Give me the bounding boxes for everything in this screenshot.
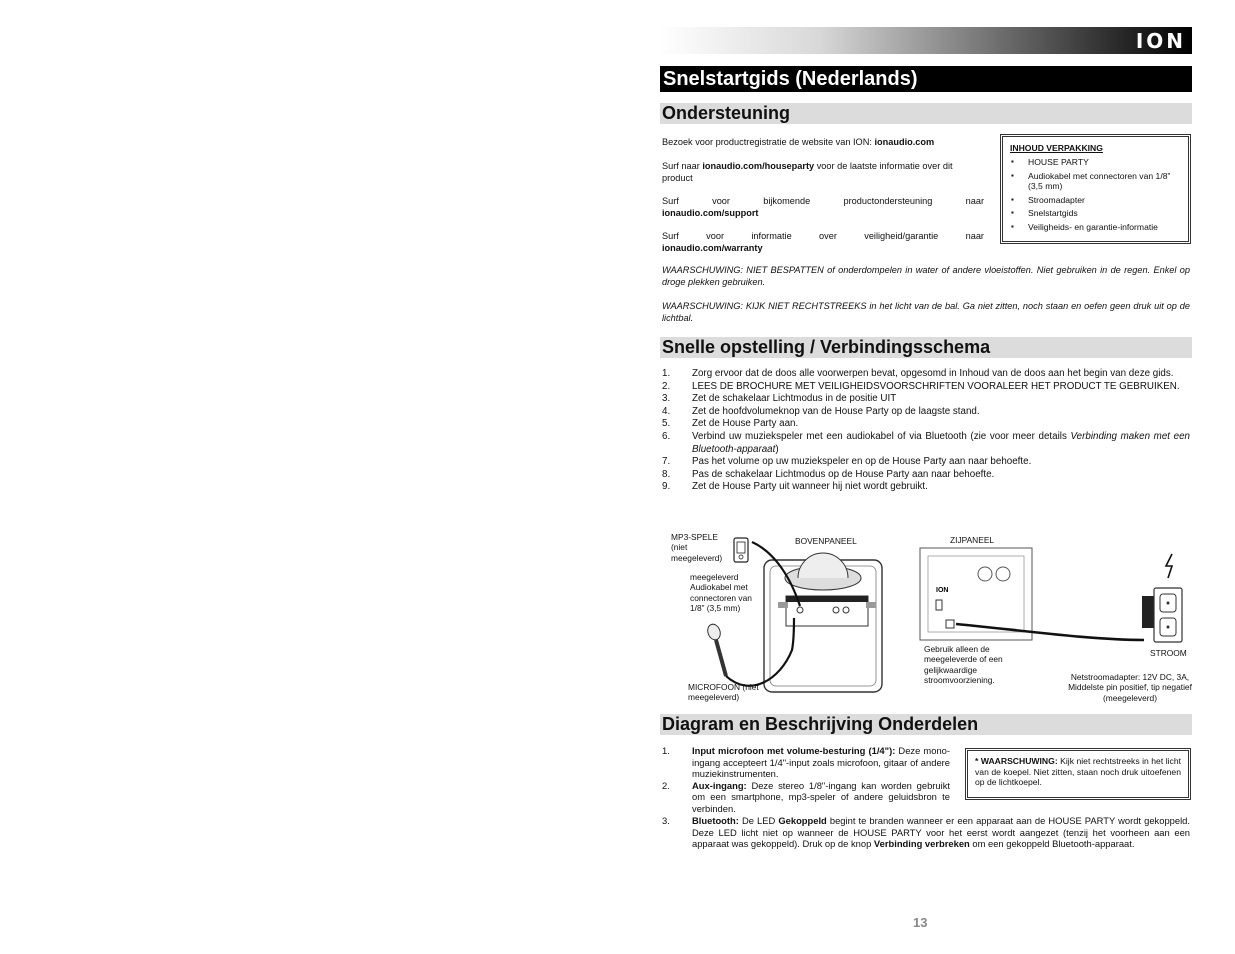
parts-list — [662, 745, 950, 815]
label-adapter: Netstroomadapter: 12V DC, 3A, Middelste pin positief, tip negatief (meegeleverd) — [1068, 672, 1192, 703]
setup-step: 4. Zet de hoofdvolumeknop van de House Party op de laagste stand. — [662, 405, 980, 417]
box-contents-item: ▪ Snelstartgids — [1028, 208, 1182, 219]
setup-step: 2. LEES DE BROCHURE MET VEILIGHEIDSVOORSCHRIFTEN VOORALEER HET PRODUCT TE GEBRUIKEN. — [662, 380, 1180, 392]
warning-light: WAARSCHUWING: KIJK NIET RECHTSTREEKS in het licht van de bal. Ga niet zitten, noch staan en oefen geen druk uit op de lichtbal. — [662, 301, 1190, 323]
setup-step: 5. Zet de House Party aan. — [662, 418, 799, 430]
wall-outlet-icon — [1154, 588, 1182, 642]
mp3-player-icon — [734, 538, 748, 562]
part-item: 1. Input microfoon met volume-besturing (1/4"): Deze mono-ingang accepteert 1/4"-input zoals microfoon, gitaar of andere muziekinstrumenten. — [662, 745, 950, 780]
label-power: STROOM — [1150, 648, 1187, 658]
box-contents-item: ▪ Veiligheids- en garantie-informatie — [1028, 222, 1182, 233]
support-paragraph-2: Surf naar ionaudio.com/houseparty voor de laatste informatie over dit product — [662, 161, 953, 183]
box-contents-item: ▪ Audiokabel met connectoren van 1/8” (3,5 mm) — [1028, 171, 1182, 192]
warning-water: WAARSCHUWING: NIET BESPATTEN of onderdompelen in water of andere vloeistoffen. Niet gebruiken in de regen. Enkel op droge plekken gebruiken. — [662, 265, 1190, 287]
lightning-icon — [1166, 554, 1172, 578]
setup-step: 1. Zorg ervoor dat de doos alle voorwerpen bevat, opgesomd in Inhoud van de doos aan het begin van deze gids. — [662, 368, 1174, 379]
support-paragraph-4: Surf voor informatie over veiligheid/garantie naar ionaudio.com/warranty — [662, 231, 984, 253]
box-contents-item: ▪ HOUSE PARTY — [1028, 157, 1182, 168]
label-mp3: MP3-SPELE (niet meegeleverd) — [671, 532, 723, 563]
setup-step: 7. Pas het volume op uw muziekspeler en op de House Party aan naar behoefte. — [662, 456, 1032, 468]
part-item: 3. Bluetooth: De LED Gekoppeld begint te branden wanneer er een apparaat aan de HOUSE PARTY wordt gekoppeld. Deze LED licht niet op wanneer de HOUSE PARTY voor het eerst wordt aangezet (tenzij het voorheen aan een apparaat was gekoppeld). Druk op de knop Verbinding verbreken om een gekoppeld Bluetooth-apparaat. — [662, 815, 1190, 850]
support-paragraph-3: Surf voor bijkomende productondersteuning naar ionaudio.com/support — [662, 196, 984, 218]
label-microphone: MICROFOON (niet meegeleverd) — [688, 682, 759, 703]
setup-steps-list — [662, 368, 1190, 494]
header-gradient-bar — [660, 27, 1192, 54]
svg-text:ION: ION — [936, 587, 949, 594]
page-number: 13 — [913, 915, 928, 930]
ion-logo: ION — [1135, 29, 1186, 53]
label-side-panel: ZIJPANEEL — [950, 535, 995, 545]
setup-step: 8. Pas de schakelaar Lichtmodus op de House Party aan naar behoefte. — [662, 468, 995, 480]
support-paragraph-1: Bezoek voor productregistratie de website van ION: ionaudio.com — [662, 137, 935, 147]
label-top-panel: BOVENPANEEL — [795, 536, 857, 546]
box-contents-title: INHOUD VERPAKKING — [1010, 143, 1103, 153]
label-power-note: Gebruik alleen de meegeleverde of een gelijkwaardige stroomvoorziening. — [924, 644, 1003, 685]
speaker-front-illustration — [764, 553, 882, 692]
setup-step: 3. Zet de schakelaar Lichtmodus in de positie UIT — [662, 393, 897, 405]
box-contents-item: ▪ Stroomadapter — [1028, 195, 1182, 206]
warning-box-text: * WAARSCHUWING: Kijk niet rechtstreeks in het licht van de koepel. Niet zitten, staan noch druk uitoefenen op de lichtkoepel. — [975, 756, 1181, 788]
label-audio-cable: meegeleverd Audiokabel met connectoren van 1/8” (3,5 mm) — [690, 572, 752, 613]
part-item-3 — [662, 815, 1190, 850]
setup-step: 6. Verbind uw muziekspeler met een audiokabel of via Bluetooth (zie voor meer details Verbinding maken met een Bluetooth-apparaat) — [662, 430, 1190, 455]
box-contents-panel — [1000, 134, 1191, 244]
warning-box — [965, 748, 1191, 800]
connection-diagram — [660, 530, 1192, 710]
part-item: 2. Aux-ingang: Deze stereo 1/8"-ingang kan worden gebruikt om een smartphone, mp3-speler of andere geluidsbron te verbinden. — [662, 779, 950, 814]
page-title: Snelstartgids (Nederlands) — [660, 66, 1192, 92]
section-heading-setup: Snelle opstelling / Verbindingsschema — [660, 337, 1192, 358]
section-heading-parts: Diagram en Beschrijving Onderdelen — [660, 714, 1192, 735]
section-heading-support: Ondersteuning — [660, 103, 1192, 124]
microphone-icon — [706, 622, 726, 676]
setup-step: 9. Zet de House Party uit wanneer hij niet wordt gebruikt. — [662, 481, 928, 493]
